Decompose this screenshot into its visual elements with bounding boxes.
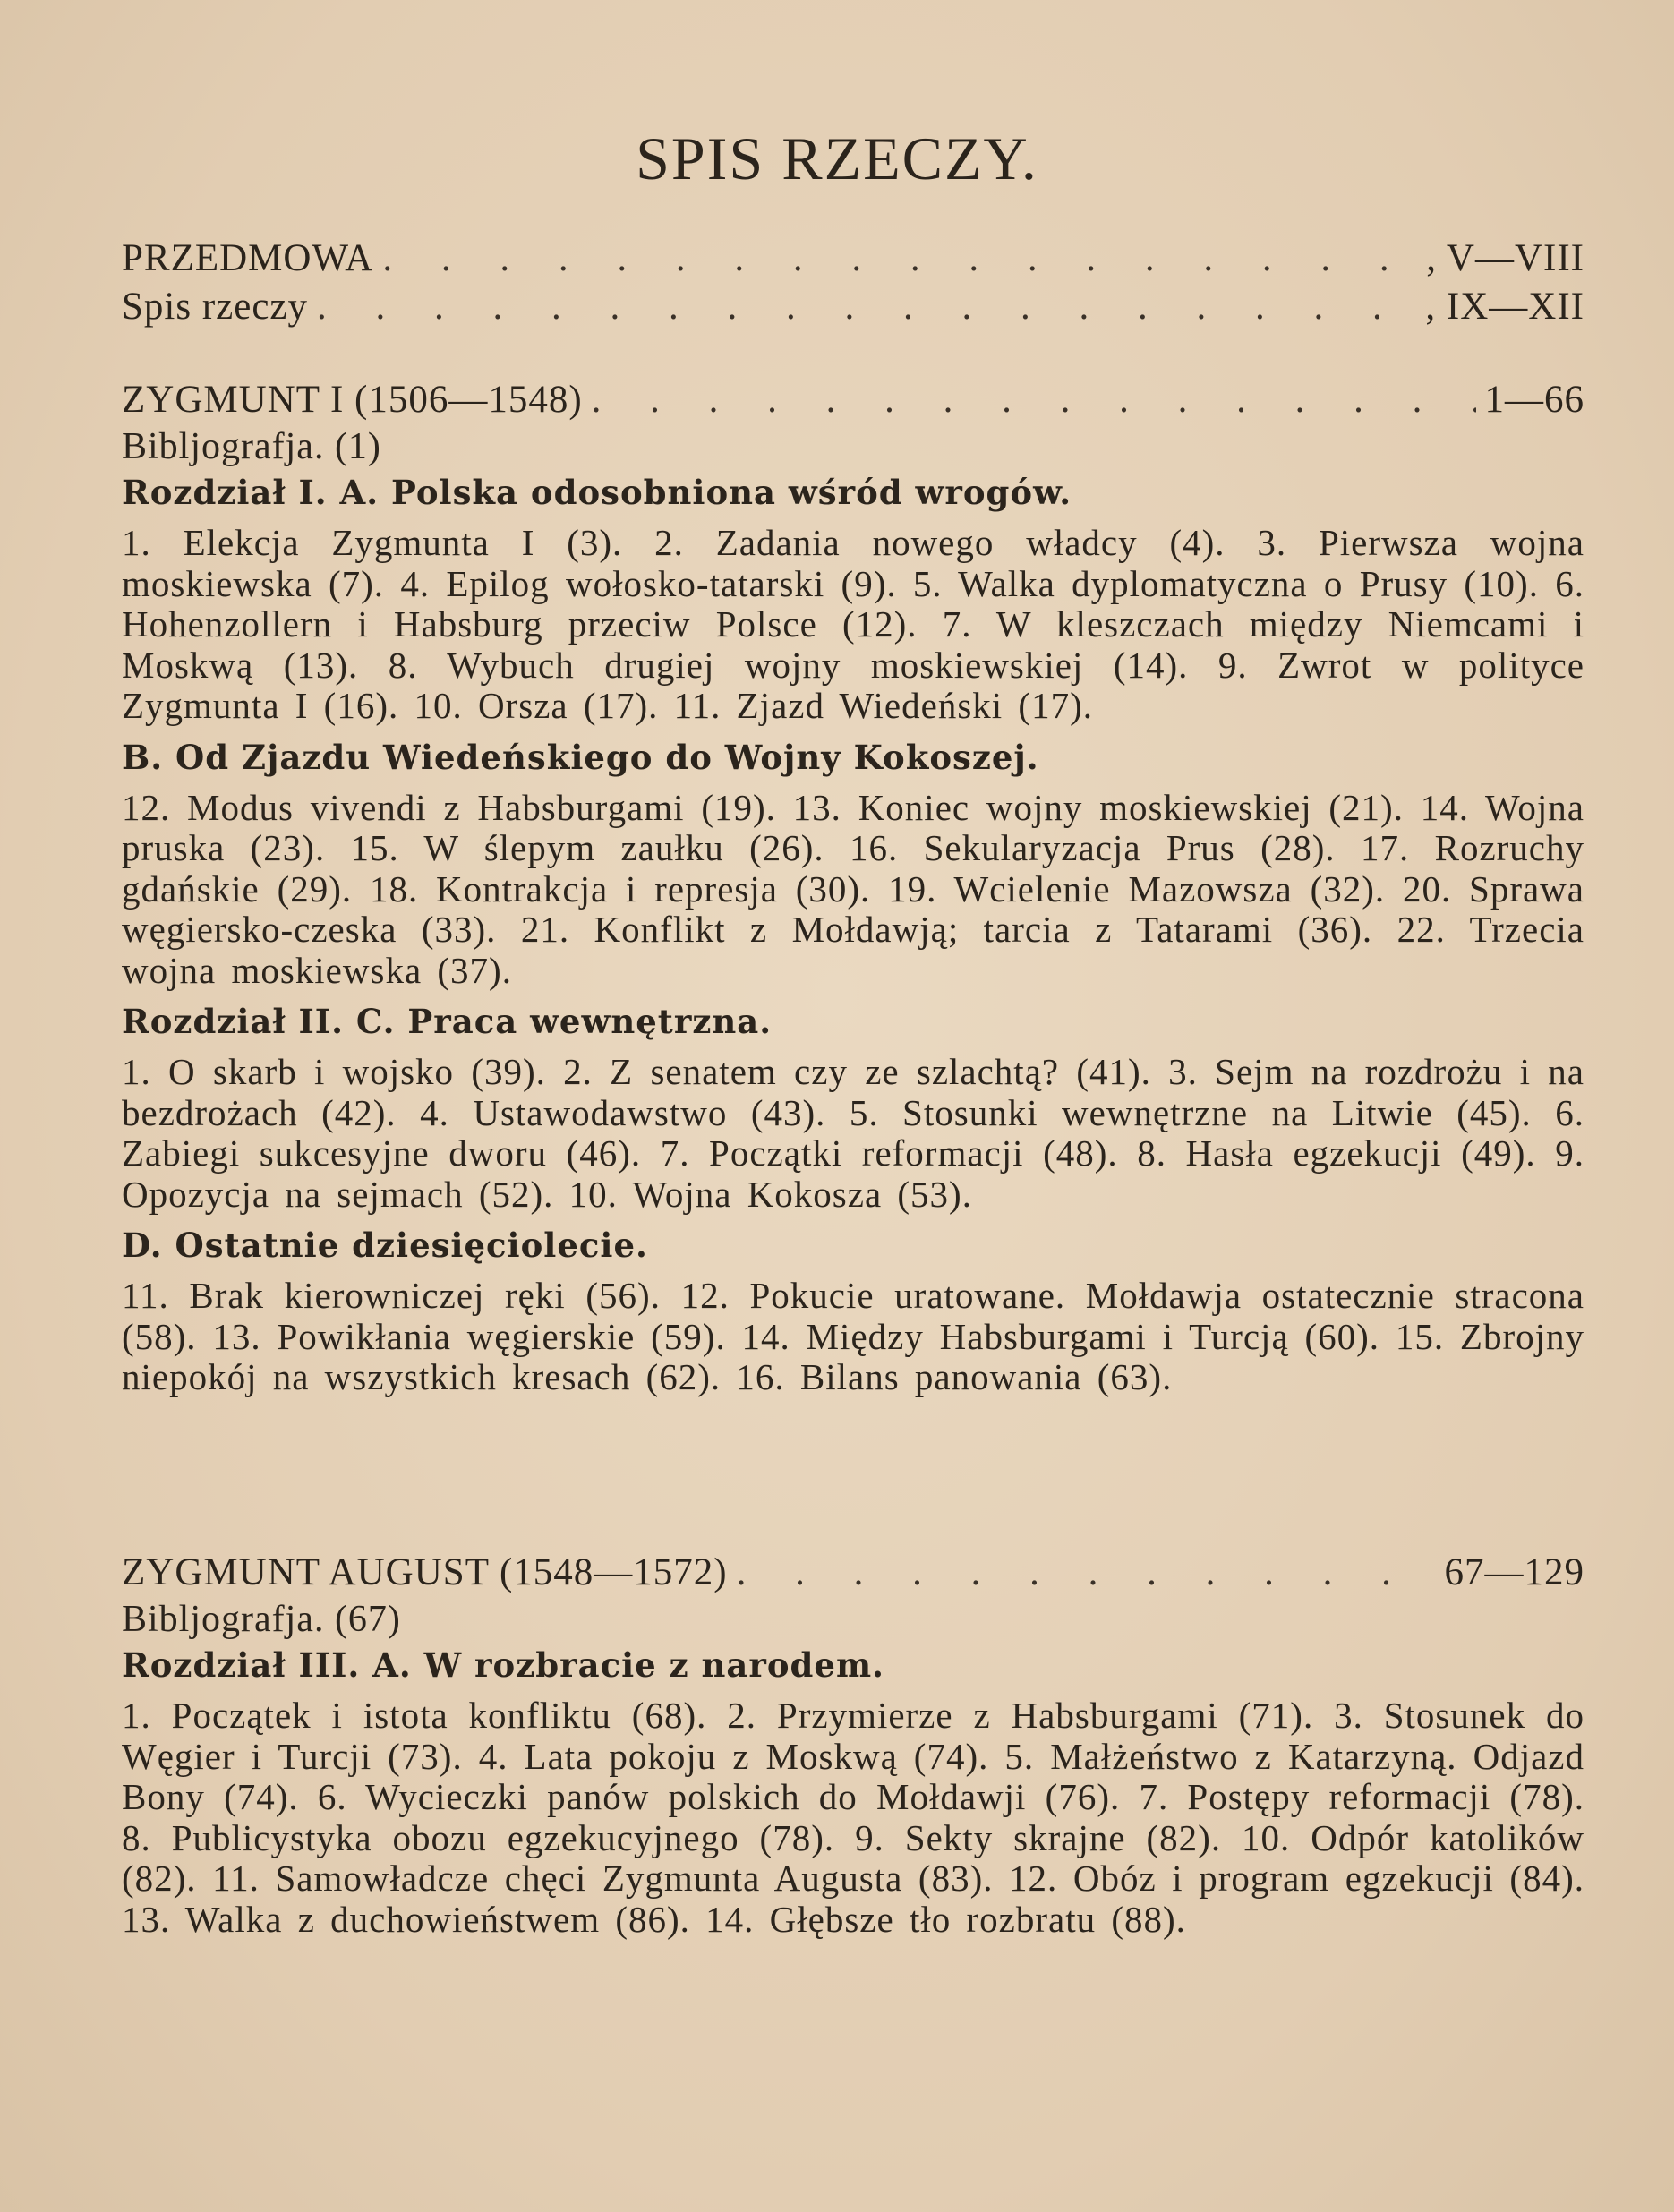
toc-entry-label: Spis rzeczy <box>122 286 309 328</box>
dot-leader <box>382 235 1417 283</box>
toc-part-zygmunt-i <box>122 376 1584 1407</box>
toc-entry-label: PRZEDMOWA <box>122 237 374 279</box>
toc-part-zygmunt-august <box>122 1549 1584 1949</box>
toc-entry-pages: , V—VIII <box>1426 237 1584 279</box>
chapter-contents: 1. O skarb i wojsko (39). 2. Z senatem czy ze szlachtą? (41). 3. Sejm na rozdrożu i na bezdrożach (42). 4. Ustawodawstwo (43). 5. Stosunki wewnętrzne na Litwie (45). 6. Zabiegi sukcesyjne dworu (46). 7. Początki reformacji (48). 8. Hasła egzekucji (49). 9. Opozycja na sejmach (52). 10. Wojna Kokosza (53). <box>122 1051 1584 1215</box>
chapter-contents: 12. Modus vivendi z Habsburgami (19). 13. Koniec wojny moskiewskiej (21). 14. Wojna pruska (23). 15. W ślepym zaułku (26). 16. Sekularyzacja Prus (28). 17. Rozruchy gdańskie (29). 18. Kontrakcja i represja (30). 19. Wcielenie Mazowsza (32). 20. Sprawa węgiersko-czeska (33). 21. Konflikt z Mołdawją; tarcia z Tatarami (36). 22. Trzecia wojna moskiewska (37). <box>122 786 1584 991</box>
chapter-heading: Rozdział III. A. W rozbracie z narodem. <box>122 1645 884 1685</box>
page-title: SPIS RZECZY. <box>636 124 1038 192</box>
chapter-contents: 1. Początek i istota konfliktu (68). 2. Przymierze z Habsburgami (71). 3. Stosunek do Węgier i Turcji (73). 4. Lata pokoju z Moskwą (74). 5. Małżeństwo z Katarzyną. Odjazd Bony (74). 6. Wycieczki panów polskich do Mołdawji (76). 7. Postępy reformacji (78). 8. Publicystyka obozu egzekucyjnego (78). 9. Sekty skrajne (82). 10. Odpór katolików (82). 11. Samowładcze chęci Zygmunta Augusta (83). 12. Obóz i program egzekucji (84). 13. Walka z duchowieństwem (86). 14. Głębsze tło rozbratu (88). <box>122 1695 1584 1940</box>
toc-entry-part-heading <box>122 1549 1584 1597</box>
dot-leader <box>737 1549 1436 1597</box>
dot-leader <box>317 283 1416 331</box>
section-heading: D. Ostatnie dziesięciolecie. <box>122 1226 648 1265</box>
part-heading: ZYGMUNT AUGUST (1548—1572) <box>122 1551 728 1593</box>
bibliography-line: Bibljografja. (67) <box>122 1599 401 1640</box>
toc-entry-contents <box>122 283 1584 331</box>
chapter-contents: 11. Brak kierowniczej ręki (56). 12. Pokucie uratowane. Mołdawja ostatecznie stracona (58). 13. Powikłania węgierskie (59). 14. Między Habsburgami i Turcją (60). 15. Zbrojny niepokój na wszystkich kresach (62). 16. Bilans panowania (63). <box>122 1275 1584 1397</box>
part-heading: ZYGMUNT I (1506—1548) <box>122 379 583 421</box>
toc-front-matter <box>122 235 1584 331</box>
section-heading: B. Od Zjazdu Wiedeńskiego do Wojny Kokoszej. <box>122 737 1039 777</box>
toc-entry-pages: , IX—XII <box>1425 286 1584 328</box>
chapter-heading: Rozdział I. A. Polska odosobniona wśród wrogów. <box>122 473 1072 512</box>
part-pages: 67—129 <box>1444 1551 1584 1593</box>
part-pages: 1—66 <box>1484 379 1584 421</box>
bibliography-line: Bibljografja. (1) <box>122 426 381 467</box>
toc-entry-part-heading <box>122 376 1584 424</box>
dot-leader <box>592 376 1476 424</box>
toc-entry-preface <box>122 235 1584 283</box>
chapter-contents: 1. Elekcja Zygmunta I (3). 2. Zadania nowego władcy (4). 3. Pierwsza wojna moskiewska (7). 4. Epilog wołosko-tatarski (9). 5. Walka dyplomatyczna o Prusy (10). 6. Hohenzollern i Habsburg przeciw Polsce (12). 7. W kleszczach między Niemcami i Moskwą (13). 8. Wybuch drugiej wojny moskiewskiej (14). 9. Zwrot w polityce Zygmunta I (16). 10. Orsza (17). 11. Zjazd Wiedeński (17). <box>122 522 1584 726</box>
chapter-heading: Rozdział II. C. Praca wewnętrzna. <box>122 1002 773 1041</box>
